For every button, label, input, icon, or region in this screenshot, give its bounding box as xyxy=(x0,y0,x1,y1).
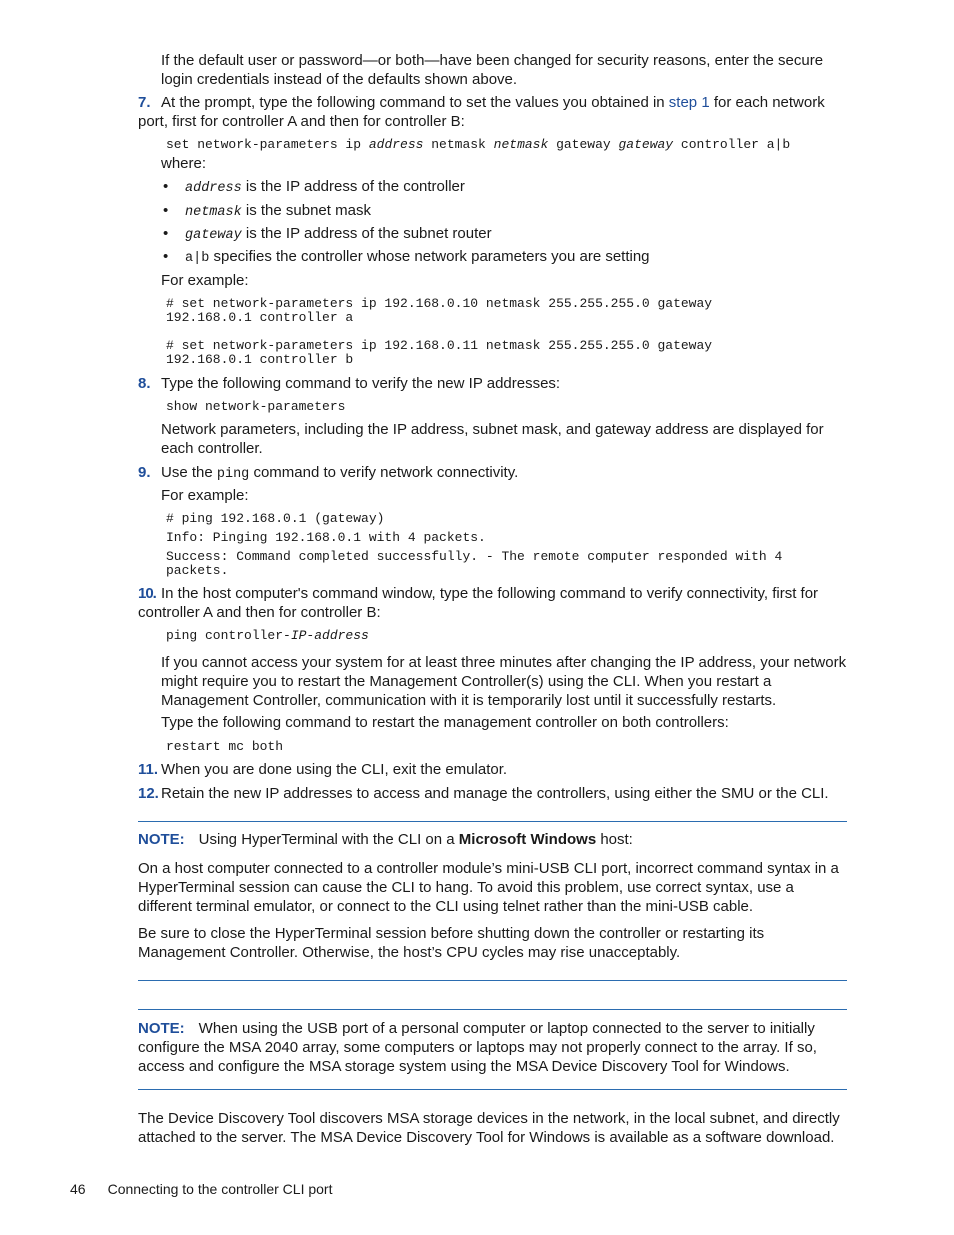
command-ping-controller xyxy=(166,629,369,643)
bullet-term: address xyxy=(185,181,242,196)
code-variable: gateway xyxy=(618,137,674,152)
bullet-address xyxy=(163,177,465,198)
command-set-network xyxy=(166,138,790,152)
bullet-desc: is the IP address of the controller xyxy=(241,178,465,195)
example-label: For example: xyxy=(161,272,249,289)
step-text: Type the following command to verify the new IP addresses: xyxy=(161,375,561,392)
bullet-dot: • xyxy=(163,225,169,242)
bullet-netmask xyxy=(163,201,371,222)
step-text-part: At the prompt, type the following command to set the values you obtained in xyxy=(161,94,669,111)
bullet-dot: • xyxy=(163,178,169,195)
note-label: NOTE: xyxy=(138,831,185,848)
note-divider xyxy=(138,1009,847,1010)
example-command-a: # set network-parameters ip 192.168.0.10 netmask 255.255.255.0 gateway 192.168.0.1 controller a xyxy=(166,296,713,325)
note-text: Using HyperTerminal with the CLI on a xyxy=(198,831,459,848)
code-variable: IP-address xyxy=(290,628,369,643)
bullet-term: gateway xyxy=(185,228,242,243)
note-divider xyxy=(138,980,847,981)
step-9 xyxy=(138,463,850,484)
ping-example-line: Info: Pinging 192.168.0.1 with 4 packets. xyxy=(166,530,486,545)
closing-paragraph: The Device Discovery Tool discovers MSA storage devices in the network, in the local subnet, and directly attached to the server. The MSA Device Discovery Tool for Windows is available as a software download. xyxy=(138,1110,840,1146)
command-restart-mc: restart mc both xyxy=(166,739,284,754)
step-10 xyxy=(138,584,850,622)
code-variable: address xyxy=(368,137,424,152)
bullet-dot: • xyxy=(163,202,169,219)
note-paragraph: Be sure to close the HyperTerminal session before shutting down the controller or restarting its Management Controller. Otherwise, the host’s CPU cycles may rise unacceptably. xyxy=(138,925,765,961)
code-part: netmask xyxy=(423,137,494,152)
step-text xyxy=(138,94,825,130)
step-text: In the host computer's command window, type the following command to verify connectivity, first for controller A and then for controller B: xyxy=(138,585,819,621)
step-8-description: Network parameters, including the IP address, subnet mask, and gateway address are displayed for each controller. xyxy=(161,421,824,457)
note-label: NOTE: xyxy=(138,1020,185,1037)
inline-code: ping xyxy=(216,467,250,482)
example-label: For example: xyxy=(161,487,249,504)
step-number: 10. xyxy=(138,585,156,602)
ping-example-line: Success: Command completed successfully. - The remote computer responded with 4 packets. xyxy=(166,549,783,578)
bullet-dot: • xyxy=(163,248,169,265)
code-part: gateway xyxy=(548,137,619,152)
step-8 xyxy=(138,374,850,393)
step-number: 11. xyxy=(138,761,159,778)
note-usb xyxy=(138,1019,850,1076)
step-number: 9. xyxy=(138,464,151,481)
command-show-network: show network-parameters xyxy=(166,399,346,414)
code-part: controller a|b xyxy=(673,137,791,152)
step-number: 7. xyxy=(138,94,151,111)
bullet-desc: is the subnet mask xyxy=(241,202,371,219)
bullet-controller xyxy=(163,247,650,268)
bullet-desc: specifies the controller whose network parameters you are setting xyxy=(209,248,650,265)
code-variable: netmask xyxy=(493,137,549,152)
step-10-paragraph: If you cannot access your system for at least three minutes after changing the IP address, your network might require you to restart the Management Controller(s) using the CLI. When you restart a Management Controller, communication with it is temporarily lost until it successfully restarts. xyxy=(161,654,847,709)
step-text xyxy=(161,464,518,481)
section-title: Connecting to the controller CLI port xyxy=(107,1181,333,1197)
bullet-gateway xyxy=(163,224,492,245)
note-bold-text: Microsoft Windows xyxy=(458,831,597,848)
step-text-part: command to verify network connectivity. xyxy=(249,464,519,481)
step-7 xyxy=(138,93,850,131)
step-12 xyxy=(138,784,850,803)
intro-paragraph: If the default user or password—or both—have been changed for security reasons, enter the secure login credentials instead of the defaults shown above. xyxy=(161,52,824,88)
step-11 xyxy=(138,760,850,779)
step-text-part: Use the xyxy=(161,464,217,481)
where-label: where: xyxy=(161,155,207,172)
step-text: When you are done using the CLI, exit the emulator. xyxy=(161,761,508,778)
page-number: 46 xyxy=(70,1181,86,1197)
code-part: set network-parameters ip xyxy=(166,137,369,152)
note-divider xyxy=(138,821,847,822)
step-10-paragraph: Type the following command to restart the management controller on both controllers: xyxy=(161,714,729,731)
step-text-part: for each network port, first for controller A and then for controller B: xyxy=(138,94,825,130)
note-text: host: xyxy=(596,831,633,848)
note-hyperterminal-heading xyxy=(138,830,850,849)
bullet-term: netmask xyxy=(185,205,242,220)
example-command-b: # set network-parameters ip 192.168.0.11 netmask 255.255.255.0 gateway 192.168.0.1 controller b xyxy=(166,338,713,367)
bullet-term: a|b xyxy=(185,251,210,266)
step-text: Retain the new IP addresses to access and manage the controllers, using either the SMU or the CLI. xyxy=(161,785,829,802)
step-number: 8. xyxy=(138,375,151,392)
step-number: 12. xyxy=(138,785,159,802)
step-1-link[interactable]: step 1 xyxy=(668,94,710,111)
ping-example-line: # ping 192.168.0.1 (gateway) xyxy=(166,511,385,526)
code-part: ping controller- xyxy=(166,628,291,643)
bullet-desc: is the IP address of the subnet router xyxy=(241,225,492,242)
note-paragraph: On a host computer connected to a controller module’s mini-USB CLI port, incorrect command syntax in a HyperTerminal session can cause the CLI to hang. To avoid this problem, use correct syntax, use a different terminal emulator, or connect to the CLI using telnet rather than the mini-USB cable. xyxy=(138,860,839,915)
note-text: When using the USB port of a personal computer or laptop connected to the server to initially configure the MSA 2040 array, some computers or laptops may not properly connect to the array. If so, access and configure the MSA storage system using the MSA Device Discovery Tool for Windows. xyxy=(138,1020,817,1075)
page-footer xyxy=(70,1181,332,1197)
note-divider xyxy=(138,1089,847,1090)
